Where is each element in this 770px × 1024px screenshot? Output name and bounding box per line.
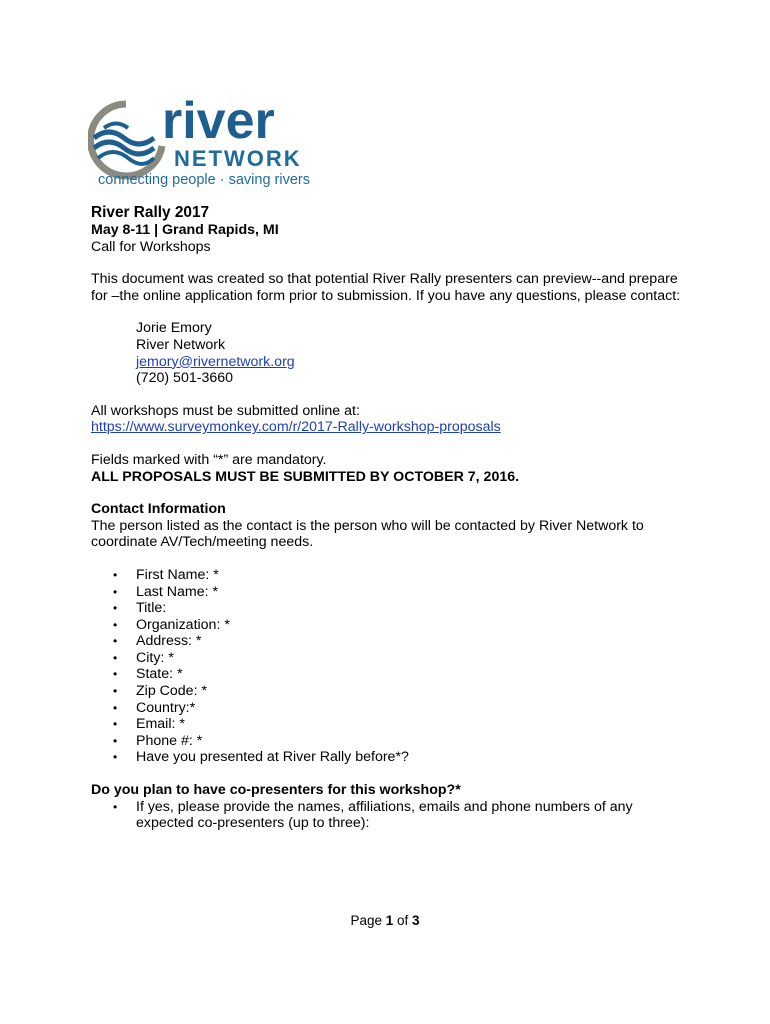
bullet-icon: • [113,650,118,665]
bullet-icon: • [113,750,118,765]
of-word: of [397,913,409,928]
document-type: Call for Workshops [91,238,211,255]
bullet-icon: • [113,667,118,682]
contact-info-desc-1: The person listed as the contact is the person who will be contacted by River Network to [91,517,644,534]
list-item: • Phone #: * [113,732,203,749]
list-item: • First Name: * [113,566,219,583]
page-footer [0,913,770,928]
bullet-icon: • [113,700,118,715]
list-item: • Zip Code: * [113,683,207,700]
contact-email-link[interactable]: jemory@rivernetwork.org [136,353,295,370]
bullet-icon: • [113,601,118,616]
contact-org: River Network [136,336,226,353]
list-item: • Address: * [113,633,202,650]
bullet-icon: • [113,584,118,599]
intro-line-1: This document was created so that potential River Rally presenters can preview--and prepare [91,271,678,288]
list-item: • Email: * [113,716,185,733]
bullet-icon: • [113,717,118,732]
bullet-icon: • [113,567,118,582]
copresenters-list [91,799,691,832]
bullet-icon: • [113,733,118,748]
logo-tagline: connecting people · saving rivers [98,172,310,188]
list-item: • Title: [113,600,167,617]
list-item: • If yes, please provide the names, affiliations, emails and phone numbers of any expected co-presenters (up to three): [113,798,633,832]
contact-name: Jorie Emory [136,320,212,337]
list-item: • Organization: * [113,616,230,633]
intro-line-2: for –the online application form prior to submission. If you have any questions, please contact: [91,287,681,304]
river-network-logo [88,94,328,188]
contact-info-desc-2: coordinate AV/Tech/meeting needs. [91,534,314,551]
mandatory-note: Fields marked with “*” are mandatory. [91,451,327,468]
page-word: Page [350,913,382,928]
deadline-notice: ALL PROPOSALS MUST BE SUBMITTED BY OCTOBER 7, 2016. [91,468,520,485]
document-body [91,204,691,832]
bullet-icon: • [113,684,118,699]
logo-word-network: NETWORK [174,146,302,171]
contact-info-heading: Contact Information [91,501,226,518]
submission-instruction: All workshops must be submitted online at: [91,402,360,419]
bullet-icon: • [113,617,118,632]
bullet-icon: • [113,799,118,814]
list-item: • State: * [113,666,183,683]
list-item: • Have you presented at River Rally before*? [113,749,409,766]
contact-fields-list [91,567,691,766]
contact-phone: (720) 501-3660 [136,370,234,387]
list-item: • City: * [113,649,174,666]
document-title: River Rally 2017 [91,204,210,221]
page-number: 1 [385,913,394,928]
list-item: • Country:* [113,699,196,716]
list-item: • Last Name: * [113,583,219,600]
submission-url-link[interactable]: https://www.surveymonkey.com/r/2017-Rally-workshop-proposals [91,419,501,436]
event-dates-location: May 8-11 | Grand Rapids, MI [91,222,279,238]
contact-block [91,320,691,386]
page-total: 3 [412,913,420,928]
bullet-icon: • [113,634,118,649]
copresenters-heading: Do you plan to have co-presenters for this workshop?* [91,782,461,799]
logo-word-river: river [162,94,275,150]
